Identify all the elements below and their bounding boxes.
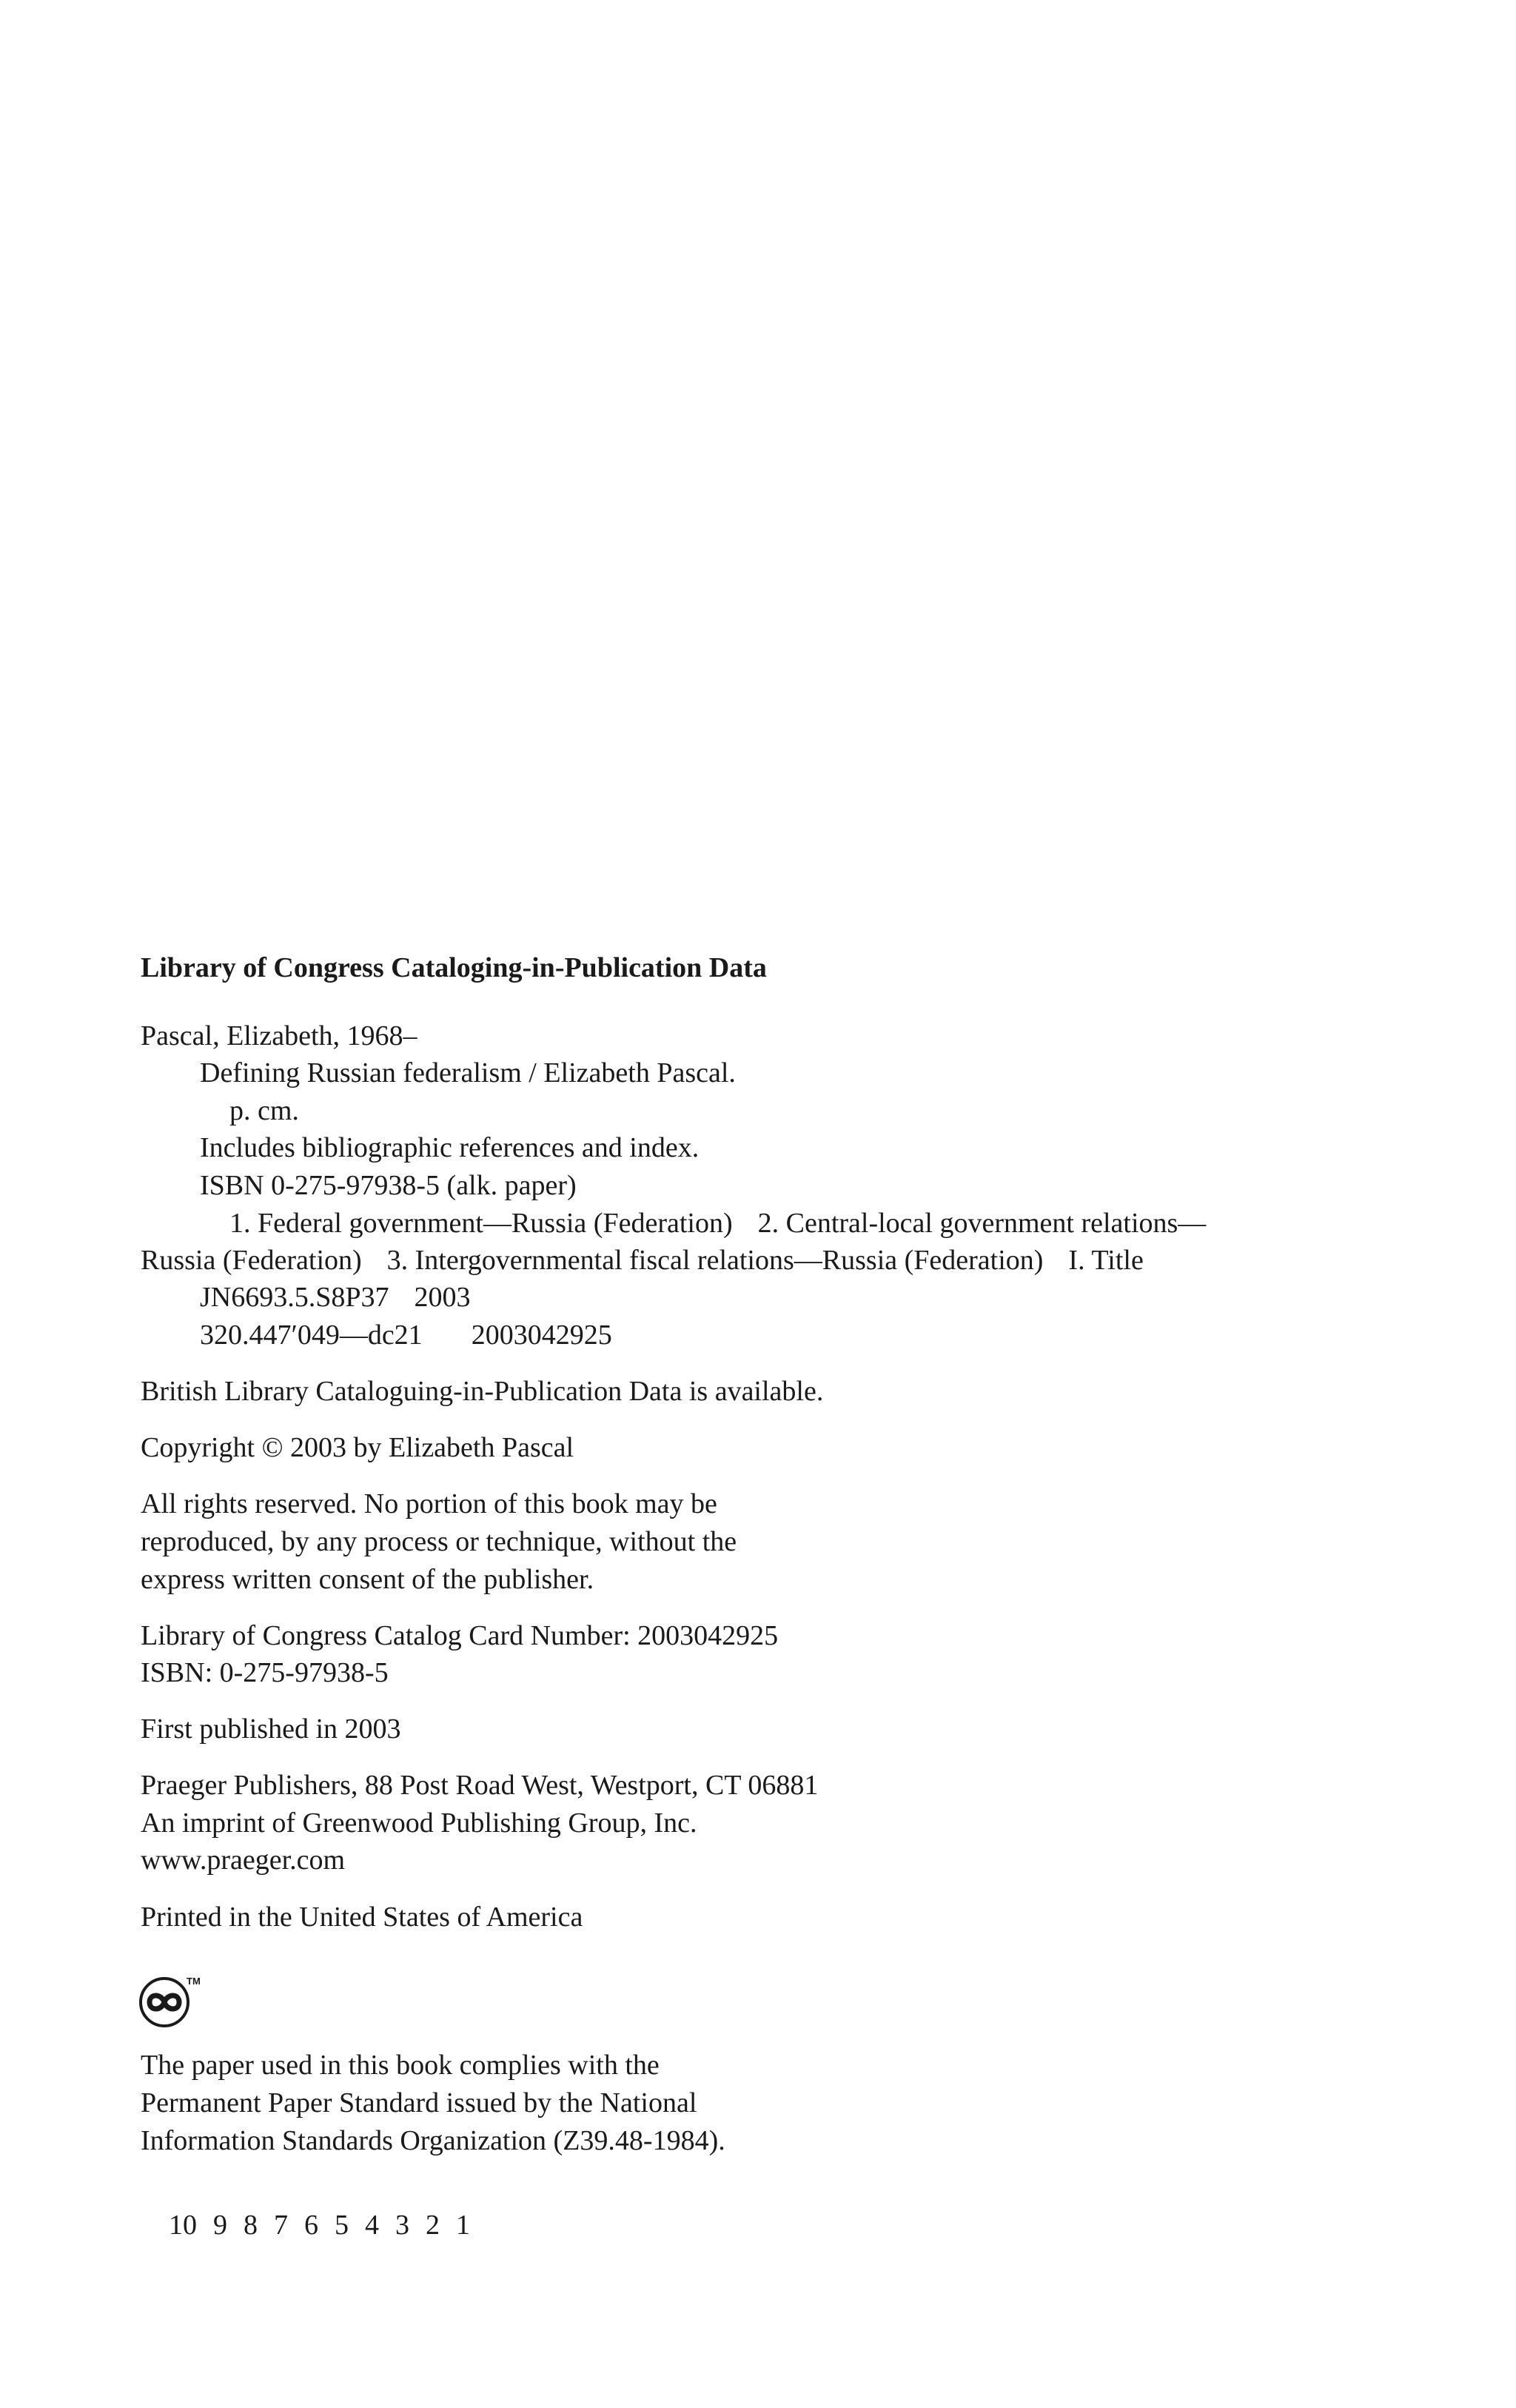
cip-classification-line xyxy=(200,1283,471,1311)
printing-number: 10 xyxy=(169,2210,197,2241)
printing-number: 2 xyxy=(426,2210,440,2241)
cip-subject-3: 3. Intergovernmental fiscal relations—Russia (Federation) xyxy=(386,1245,1044,1276)
publisher-line-2: An imprint of Greenwood Publishing Group, Inc. xyxy=(141,1807,697,1839)
rights-line-2: reproduced, by any process or technique, without the xyxy=(141,1526,737,1557)
copyright-line: Copyright © 2003 by Elizabeth Pascal xyxy=(141,1432,574,1463)
cip-includes-line: Includes bibliographic references and index. xyxy=(200,1132,700,1163)
printing-number: 4 xyxy=(365,2210,379,2241)
cip-call-number: JN6693.5.S8P37 xyxy=(200,1282,389,1313)
cip-pages-line: p. cm. xyxy=(229,1095,299,1126)
cip-subject-2-cont: Russia (Federation) xyxy=(141,1245,362,1276)
paper-statement-line-2: Permanent Paper Standard issued by the National xyxy=(141,2087,697,2118)
publisher-line-1: Praeger Publishers, 88 Post Road West, Westport, CT 06881 xyxy=(141,1770,819,1801)
paper-statement-line-1: The paper used in this book complies with the xyxy=(141,2050,660,2081)
paper-statement-line-3: Information Standards Organization (Z39.48-1984). xyxy=(141,2125,725,2156)
cip-heading: Library of Congress Cataloging-in-Publication Data xyxy=(141,952,767,983)
catalog-isbn: ISBN: 0-275-97938-5 xyxy=(141,1657,389,1688)
printing-number: 1 xyxy=(456,2210,470,2241)
infinity-permanent-paper-icon xyxy=(139,1973,206,2029)
printed-in-line: Printed in the United States of America xyxy=(141,1902,583,1933)
cip-subjects-line-2 xyxy=(141,1246,1144,1274)
first-published-line: First published in 2003 xyxy=(141,1713,401,1745)
cip-dewey: 320.447′049—dc21 xyxy=(200,1320,423,1351)
rights-line-1: All rights reserved. No portion of this book may be xyxy=(141,1488,717,1519)
cip-subject-title: I. Title xyxy=(1068,1245,1144,1276)
rights-line-3: express written consent of the publisher. xyxy=(141,1564,594,1595)
cip-author-line: Pascal, Elizabeth, 1968– xyxy=(141,1020,417,1051)
printing-number: 6 xyxy=(304,2210,318,2241)
cip-dewey-line xyxy=(200,1321,612,1349)
cip-call-year: 2003 xyxy=(414,1282,471,1313)
printing-numbers xyxy=(141,2183,486,2267)
cip-subjects-line-1 xyxy=(229,1209,1206,1237)
british-library-line: British Library Cataloguing-in-Publication Data is available. xyxy=(141,1376,824,1407)
printing-number: 8 xyxy=(244,2210,258,2241)
trademark-mark: TM xyxy=(187,1976,201,1987)
cip-isbn-line: ISBN 0-275-97938-5 (alk. paper) xyxy=(200,1170,577,1201)
cip-title-line: Defining Russian federalism / Elizabeth Pascal. xyxy=(200,1057,736,1088)
printing-number: 3 xyxy=(395,2210,409,2241)
printing-number: 9 xyxy=(213,2210,227,2241)
cip-lccn: 2003042925 xyxy=(471,1320,612,1351)
printing-number: 7 xyxy=(274,2210,288,2241)
catalog-card-number: Library of Congress Catalog Card Number: 2003042925 xyxy=(141,1620,779,1651)
publisher-url: www.praeger.com xyxy=(141,1845,346,1876)
printing-number: 5 xyxy=(335,2210,349,2241)
cip-subject-2: 2. Central-local government relations— xyxy=(757,1208,1207,1239)
cip-subject-1: 1. Federal government—Russia (Federation) xyxy=(229,1208,733,1239)
